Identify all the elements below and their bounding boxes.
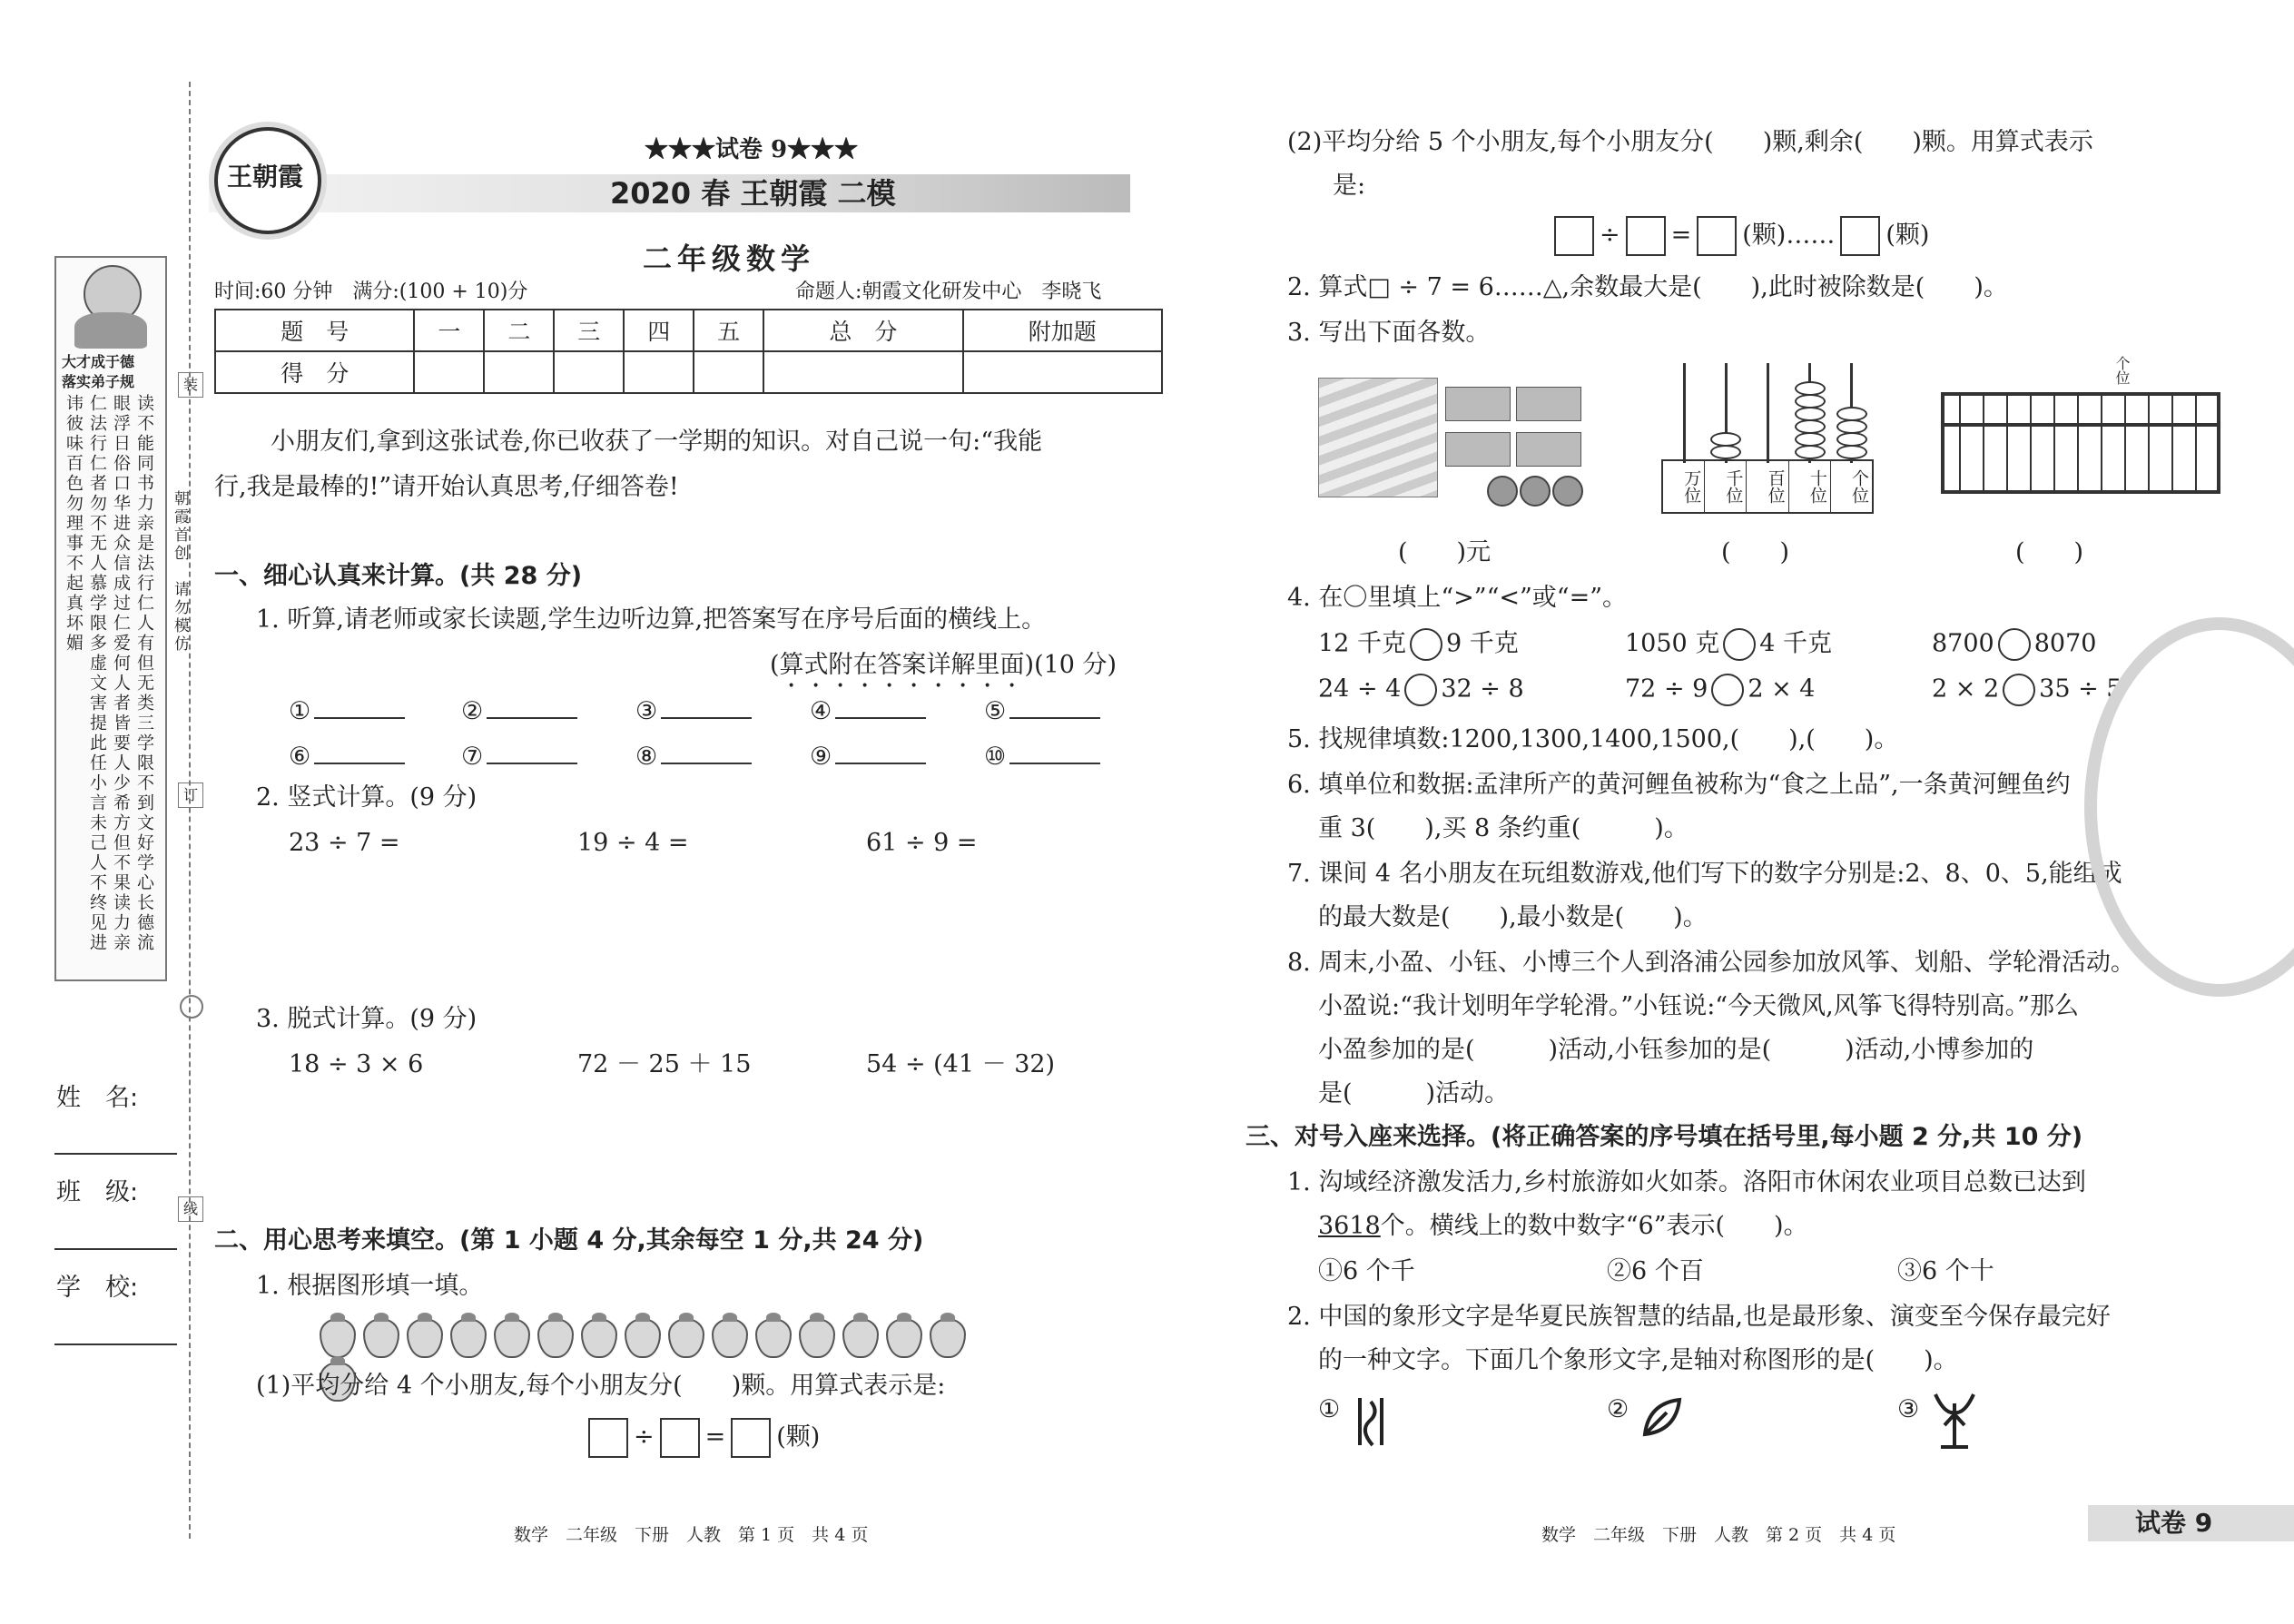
strawberry-icon (407, 1318, 443, 1358)
answer-4[interactable] (810, 694, 926, 727)
strawberry-icon (668, 1318, 704, 1358)
intro-line-2: 行,我是最棒的!”请开始认真思考,仔细答卷! (214, 473, 679, 501)
strawberry-icon (581, 1318, 617, 1358)
compare-circle[interactable] (2003, 674, 2035, 706)
strawberry-icon (494, 1318, 530, 1358)
score-table (214, 309, 1163, 394)
answer-box[interactable] (1840, 216, 1880, 256)
answer-num: ① (289, 697, 311, 725)
motto-top: 大才成于德 落实弟子规 (62, 353, 135, 390)
s1-q2-item: 61 ÷ 9 = (866, 829, 978, 857)
score-cell: 得 分 (215, 351, 414, 393)
s2-q1: 1. 根据图形填一填。 (256, 1272, 484, 1300)
spine-note: 朝霞首创 请勿模仿 (171, 490, 189, 654)
section2-heading: 二、用心思考来填空。(第 1 小题 4 分,其余每空 1 分,共 24 分) (214, 1226, 924, 1255)
compare-right: 9 千克 (1445, 629, 1519, 658)
section3-heading: 三、对号入座来选择。(将正确答案的序号填在括号里,每小题 2 分,共 10 分) (1245, 1123, 2083, 1151)
banknote (1445, 432, 1511, 467)
answer-blank[interactable] (1009, 694, 1100, 719)
s2-q2: 2. 算式□ ÷ 7 = 6……△,余数最大是( ),此时被除数是( )。 (1287, 273, 2008, 301)
s2-q4: 4. 在〇里填上“>”“<”或“=”。 (1287, 584, 1628, 612)
unit-text: (颗) (776, 1422, 821, 1452)
answer-3[interactable] (635, 694, 752, 727)
footer-left: 数学 二年级 下册 人教 第 1 页 共 4 页 (514, 1525, 869, 1545)
s1-q2-item: 19 ÷ 4 = (577, 829, 689, 857)
score-input[interactable] (414, 351, 484, 393)
banknotes-image (1318, 378, 1590, 514)
underlined-number: 3618 (1318, 1212, 1381, 1240)
s3-q1a: 1. 沟域经济激发活力,乡村旅游如火如荼。洛阳市休闲农业项目总数已达到 (1287, 1168, 2086, 1196)
compare-circle[interactable] (1404, 674, 1437, 706)
strawberry-icon (930, 1318, 966, 1358)
banknote (1445, 387, 1511, 421)
answer-num: ③ (635, 697, 658, 725)
s1-q1-score: (10 分) (1034, 651, 1117, 679)
compare-item (1932, 674, 2122, 706)
q3-blank-abacus[interactable]: ( ) (2015, 538, 2084, 566)
compare-circle[interactable] (1410, 628, 1442, 661)
s1-q3-item: 54 ÷ (41 － 32) (866, 1050, 1056, 1078)
score-input[interactable] (963, 351, 1162, 393)
answer-7[interactable] (461, 739, 577, 773)
answer-5[interactable] (984, 694, 1100, 727)
spine-hole (180, 995, 203, 1019)
strawberry-icon (363, 1318, 399, 1358)
answer-blank[interactable] (487, 694, 577, 719)
section1-heading: 一、细心认真来计算。(共 28 分) (214, 562, 583, 590)
strawberry-icon (755, 1318, 792, 1358)
proverb-column: 读不能同书力亲是法行仁人有但无类三学限不到文好学心长德流眼浮日俗口华进众信成过仁爱何人者皆要人少希方但不果读力亲仁法行仁者勿不无人慕学限多虚文害提此任小言未己人不终见进讳彼味百色勿理事不起真坏媚 (64, 394, 154, 953)
author-info: 命题人:朝霞文化研发中心 李晓飞 (795, 281, 1102, 303)
compare-circle[interactable] (1723, 628, 1756, 661)
s2-q8d: 是( )活动。 (1318, 1079, 1510, 1107)
score-cell: 一 (414, 310, 484, 351)
strawberry-icon (320, 1318, 356, 1358)
compare-right: 35 ÷ 5 (2039, 674, 2122, 704)
exam-title: 2020 春 王朝霞 二模 (610, 176, 896, 211)
s2-q1-1-formula: ÷ = (颗) (583, 1418, 820, 1458)
strawberry-icon (799, 1318, 835, 1358)
motto-panel (54, 256, 167, 981)
time-info: 时间:60 分钟 满分:(100 + 10)分 (214, 281, 528, 303)
score-cell: 五 (694, 310, 763, 351)
s3-q1-option[interactable]: ②6 个百 (1607, 1257, 1704, 1285)
counting-frame (1661, 363, 1870, 513)
compare-left: 8700 (1932, 629, 1994, 658)
compare-circle[interactable] (1711, 674, 1744, 706)
answer-blank[interactable] (487, 739, 577, 764)
strawberry-row (320, 1318, 973, 1360)
answer-num: ⑧ (635, 743, 658, 771)
answer-box[interactable] (1697, 216, 1737, 256)
compare-left: 72 ÷ 9 (1625, 674, 1708, 704)
s1-q1-note-text: (算式附在答案详解里面) (770, 651, 1035, 679)
score-cell: 附加题 (963, 310, 1162, 351)
s1-q3-item: 18 ÷ 3 × 6 (289, 1050, 424, 1078)
strawberry-icon (537, 1318, 574, 1358)
s2-q3: 3. 写出下面各数。 (1287, 319, 1491, 347)
s2-q1-1: (1)平均分给 4 个小朋友,每个小朋友分( )颗。用算式表示是: (256, 1372, 946, 1400)
answer-box[interactable] (731, 1418, 771, 1458)
answer-2[interactable] (461, 694, 577, 727)
answer-num: ② (461, 697, 484, 725)
s2-q1-2a: (2)平均分给 5 个小朋友,每个小朋友分( )颗,剩余( )颗。用算式表示 (1287, 128, 2093, 156)
bead (1836, 445, 1867, 459)
class-field[interactable] (54, 1248, 177, 1250)
answer-1[interactable] (289, 694, 405, 727)
s2-q1-2b: 是: (1333, 172, 1366, 200)
answer-num: ⑨ (810, 743, 832, 771)
logo-seal (214, 127, 321, 234)
s2-q7a: 7. 课间 4 名小朋友在玩组数游戏,他们写下的数字分别是:2、8、0、5,能组成 (1287, 860, 2122, 888)
q3-blank-frame[interactable]: ( ) (1721, 538, 1790, 566)
place-label: 百位 (1747, 461, 1788, 512)
banknote-stack (1318, 378, 1438, 497)
s3-q1-option[interactable]: ①6 个千 (1318, 1257, 1415, 1285)
coin-icon (1520, 476, 1551, 507)
compare-left: 2 × 2 (1932, 674, 2000, 704)
place-label: 个位 (1849, 469, 1870, 504)
score-header-row (215, 310, 1162, 351)
answer-blank[interactable] (661, 739, 752, 764)
score-cell: 四 (624, 310, 694, 351)
s1-q3-item: 72 － 25 ＋ 15 (577, 1050, 752, 1078)
abacus-beam (1944, 423, 2217, 427)
footer-right: 数学 二年级 下册 人教 第 2 页 共 4 页 (1541, 1525, 1896, 1545)
name-field[interactable] (54, 1153, 177, 1155)
score-input[interactable] (624, 351, 694, 393)
q3-blank-money[interactable]: ( )元 (1398, 538, 1492, 566)
s3-q1b-text: 个。横线上的数中数字“6”表示( )。 (1380, 1212, 1808, 1240)
pictograph-leaf-icon (1639, 1394, 1685, 1440)
answer-blank[interactable] (835, 739, 926, 764)
strawberry-icon (712, 1318, 748, 1358)
answer-box[interactable] (1554, 216, 1594, 256)
s1-q2: 2. 竖式计算。(9 分) (256, 783, 478, 812)
s2-q6a: 6. 填单位和数据:孟津所产的黄河鲤鱼被称为“食之上品”,一条黄河鲤鱼约 (1287, 771, 2071, 799)
strawberry-icon (625, 1318, 661, 1358)
class-label: 班 级: (56, 1178, 139, 1206)
s3-q2b: 的一种文字。下面几个象形文字,是轴对称图形的是( )。 (1318, 1346, 1958, 1374)
s3-q1b (1318, 1211, 1808, 1242)
answer-box[interactable] (588, 1418, 628, 1458)
answer-num: ⑤ (984, 697, 1007, 725)
score-input[interactable] (484, 351, 554, 393)
answer-blank[interactable] (1009, 739, 1100, 764)
s2-q5: 5. 找规律填数:1200,1300,1400,1500,( ),( )。 (1287, 725, 1899, 753)
s1-q2-item: 23 ÷ 7 = (289, 829, 400, 857)
compare-left: 12 千克 (1318, 629, 1406, 658)
s1-q3: 3. 脱式计算。(9 分) (256, 1005, 478, 1033)
s3-q1-option[interactable]: ③6 个十 (1897, 1257, 1994, 1285)
footer-tag: 试卷 9 (2135, 1508, 2213, 1538)
pictograph-water-icon (1353, 1394, 1389, 1449)
rod (1683, 363, 1686, 463)
pictograph-plant-icon (1932, 1389, 1977, 1449)
answer-num: ⑩ (984, 743, 1007, 771)
s1-q1-note (770, 650, 1117, 694)
test-number: ★★★试卷 9★★★ (645, 136, 859, 163)
name-label: 姓 名: (56, 1084, 139, 1112)
s3-q2-option[interactable]: ③ (1897, 1395, 1920, 1423)
score-input[interactable] (694, 351, 763, 393)
s1-q1: 1. 听算,请老师或家长读题,学生边听边算,把答案写在序号后面的横线上。 (256, 605, 1047, 634)
score-input[interactable] (554, 351, 624, 393)
s3-q2a: 2. 中国的象形文字是华夏民族智慧的结晶,也是最形象、演变至今保存最完好 (1287, 1303, 2111, 1331)
compare-item (1625, 674, 1815, 706)
banknote (1516, 387, 1581, 421)
intro-line-1: 小朋友们,拿到这张试卷,你已收获了一学期的知识。对自己说一句:“我能 (271, 428, 1043, 456)
coin-icon (1487, 476, 1518, 507)
score-input[interactable] (763, 351, 962, 393)
subject-title: 二年级数学 (643, 241, 816, 276)
answer-num: ⑥ (289, 743, 311, 771)
unit-text: (颗) (1885, 221, 1930, 250)
place-label-row (1661, 459, 1874, 514)
s2-q8b: 小盈说:“我计划明年学轮滑。”小钰说:“今天微风,风筝飞得特别高。”那么 (1318, 992, 2079, 1020)
answer-blank[interactable] (835, 694, 926, 719)
spine-mark-2: 订 (178, 782, 203, 808)
unit-remainder-text: (颗)…… (1742, 221, 1836, 250)
s3-q2-option[interactable]: ① (1318, 1395, 1341, 1423)
place-label: 万位 (1663, 461, 1705, 512)
s2-q7b: 的最大数是( ),最小数是( )。 (1318, 903, 1708, 931)
answer-num: ⑦ (461, 743, 484, 771)
compare-right: 8070 (2033, 629, 2097, 658)
strawberry-icon (842, 1318, 879, 1358)
answer-box[interactable] (1626, 216, 1666, 256)
answer-blank[interactable] (314, 694, 405, 719)
compare-item (1625, 628, 1832, 661)
abacus-top-label: 个位 (2113, 356, 2131, 385)
bead (1795, 445, 1826, 459)
place-label: 十位 (1789, 461, 1831, 512)
s2-q8a: 8. 周末,小盈、小钰、小博三个人到洛浦公园参加放风筝、划船、学轮滑活动。 (1287, 949, 2135, 977)
place-label: 千位 (1705, 461, 1747, 512)
answer-box[interactable] (660, 1418, 700, 1458)
answer-num: ④ (810, 697, 832, 725)
score-value-row (215, 351, 1162, 393)
compare-left: 1050 克 (1625, 629, 1720, 658)
score-cell: 总 分 (763, 310, 962, 351)
compare-item (1932, 628, 2096, 661)
s3-q2-option[interactable]: ② (1607, 1395, 1629, 1423)
score-cell: 题 号 (215, 310, 414, 351)
spine-mark-3: 线 (178, 1196, 203, 1222)
compare-left: 24 ÷ 4 (1318, 674, 1402, 704)
score-cell: 三 (554, 310, 624, 351)
suanpan-abacus (1941, 392, 2220, 494)
answer-blank[interactable] (661, 694, 752, 719)
spine-dashed-line (189, 82, 191, 1539)
coin-icon (1552, 476, 1583, 507)
rod (1767, 363, 1769, 463)
school-field[interactable] (54, 1343, 177, 1345)
school-label: 学 校: (56, 1274, 139, 1302)
strawberry-icon (886, 1318, 922, 1358)
s2-q8c: 小盈参加的是( )活动,小钰参加的是( )活动,小博参加的 (1318, 1036, 2034, 1064)
s2-q6b: 重 3( ),买 8 条约重( )。 (1318, 814, 1689, 842)
compare-circle[interactable] (1998, 628, 2031, 661)
compare-right: 32 ÷ 8 (1441, 674, 1524, 704)
answer-8[interactable] (635, 739, 752, 773)
score-cell: 二 (484, 310, 554, 351)
spine-mark-1: 装 (178, 372, 203, 398)
answer-6[interactable] (289, 739, 405, 773)
answer-10[interactable] (984, 739, 1100, 773)
s2-q1-2-formula: ÷ = (颗)…… (颗) (1549, 216, 1929, 256)
compare-item (1318, 628, 1519, 661)
compare-item (1318, 674, 1524, 706)
scholar-body (74, 312, 147, 349)
answer-blank[interactable] (314, 739, 405, 764)
bead (1710, 445, 1741, 459)
compare-right: 4 千克 (1759, 629, 1833, 658)
strawberry-icon (450, 1318, 487, 1358)
compare-right: 2 × 4 (1748, 674, 1816, 704)
banknote (1516, 432, 1581, 467)
answer-9[interactable] (810, 739, 926, 773)
logo-text: 王朝霞 (227, 162, 304, 192)
